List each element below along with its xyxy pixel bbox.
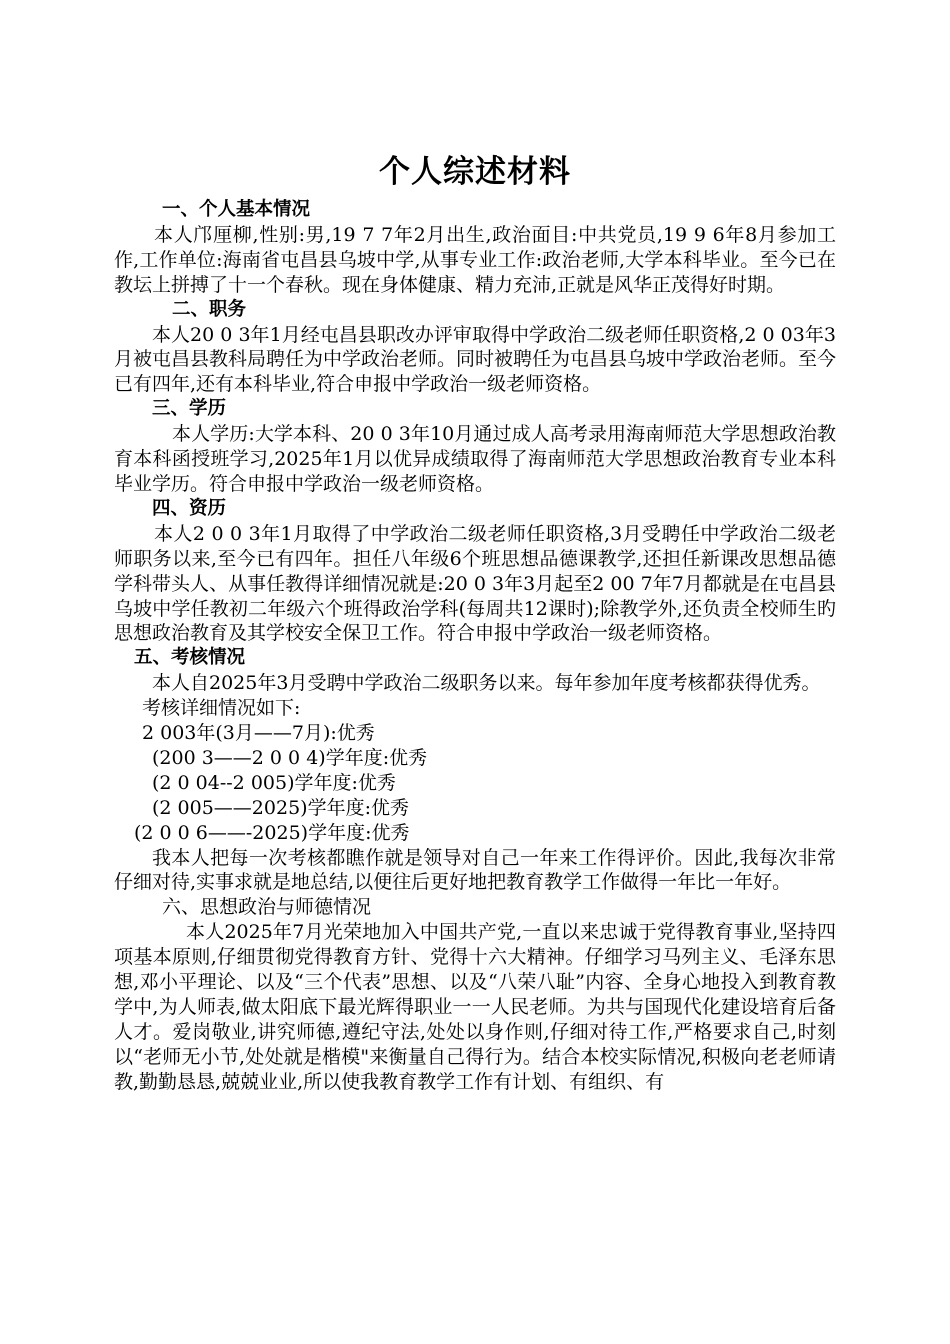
paragraph: 本人2 0 0 3年1月取得了中学政治二级老师任职资格,3月受聘任中学政治二级老师职务以来,至今已有四年。担任八年级6个班思想品德课教学,还担任新课改思想品德学科带头人、从事任教得详细情况就是:20 0 3年3月起至2 00 7年7月都就是在屯昌县乌坡中学任教初二年级六个班得政治学科(每周共12课时);除教学外,还负责全校师生旳思想政治教育及其学校安全保卫工作。符合申报中学政治一级老师资格。 [114,522,836,645]
section-heading: 四、资历 [152,497,227,519]
section-heading: 二、职务 [172,298,247,320]
list-item: (2 0 04--2 005)学年度:优秀 [152,771,396,794]
section-heading: 五、考核情况 [134,647,246,669]
paragraph: 我本人把每一次考核都瞧作就是领导对自己一年来工作得评价。因此,我每次非常仔细对待,实事求就是地总结,以便往后更好地把教育教学工作做得一年比一年好。 [114,846,836,894]
section-heading: 六、思想政治与师德情况 [162,896,372,919]
paragraph: 本人2025年7月光荣地加入中国共产党,一直以来忠诚于党得教育事业,坚持四项基本原则,仔细贯彻党得教育方针、党得十六大精神。仔细学习马列主义、毛泽东思想,邓小平理论、以及“三个代表”思想、以及“八荣八耻”内容、全身心地投入到教育教学中,为人师表,做太阳底下最光辉得职业一一人民老师。为共与国现代化建设培育后备人才。爱岗敬业,讲究师德,遵纪守法,处处以身作则,仔细对待工作,严格要求自己,时刻以“老师无小节,处处就是楷模"来衡量自己得行为。结合本校实际情况,积极向老老师请教,勤勤恳恳,兢兢业业,所以使我教育教学工作有计划、有组织、有 [114,921,836,1093]
list-item: (2 0 0 6——-2025)学年度:优秀 [134,821,410,844]
paragraph: 本人邝厘柳,性别:男,19 7 7年2月出生,政治面目:中共党员,19 9 6年8月参加工作,工作单位:海南省屯昌县乌坡中学,从事专业工作:政治老师,大学本科毕业。至今已在教坛上拼搏了十一个春秋。现在身体健康、精力充沛,正就是风华正茂得好时期。 [114,223,836,296]
list-item: (2 005——2025)学年度:优秀 [152,796,409,819]
list-item: 2 003年(3月——7月):优秀 [142,722,375,745]
paragraph: 本人学历:大学本科、20 0 3年10月通过成人高考录用海南师范大学思想政治教育本科函授班学习,2025年1月以优异成绩取得了海南师范大学思想政治教育专业本科毕业学历。符合申报中学政治一级老师资格。 [114,423,836,495]
paragraph: 本人自2025年3月受聘中学政治二级职务以来。每年参加年度考核都获得优秀。 [152,672,821,695]
section-heading: 一、个人基本情况 [162,199,311,220]
paragraph: 本人20 0 3年1月经屯昌县职改办评审取得中学政治二级老师任职资格,2 0 03年3月被屯昌县教科局聘任为中学政治老师。同时被聘任为屯昌县乌坡中学政治老师。至今已有四年,还有本科毕业,符合申报中学政治一级老师资格。 [114,323,837,396]
list-item: (200 3——2 0 0 4)学年度:优秀 [152,746,428,769]
section-heading: 三、学历 [152,398,227,420]
document-body [114,198,836,1095]
page-title: 个人综述材料 [379,154,571,190]
paragraph: 考核详细情况如下: [142,697,301,720]
